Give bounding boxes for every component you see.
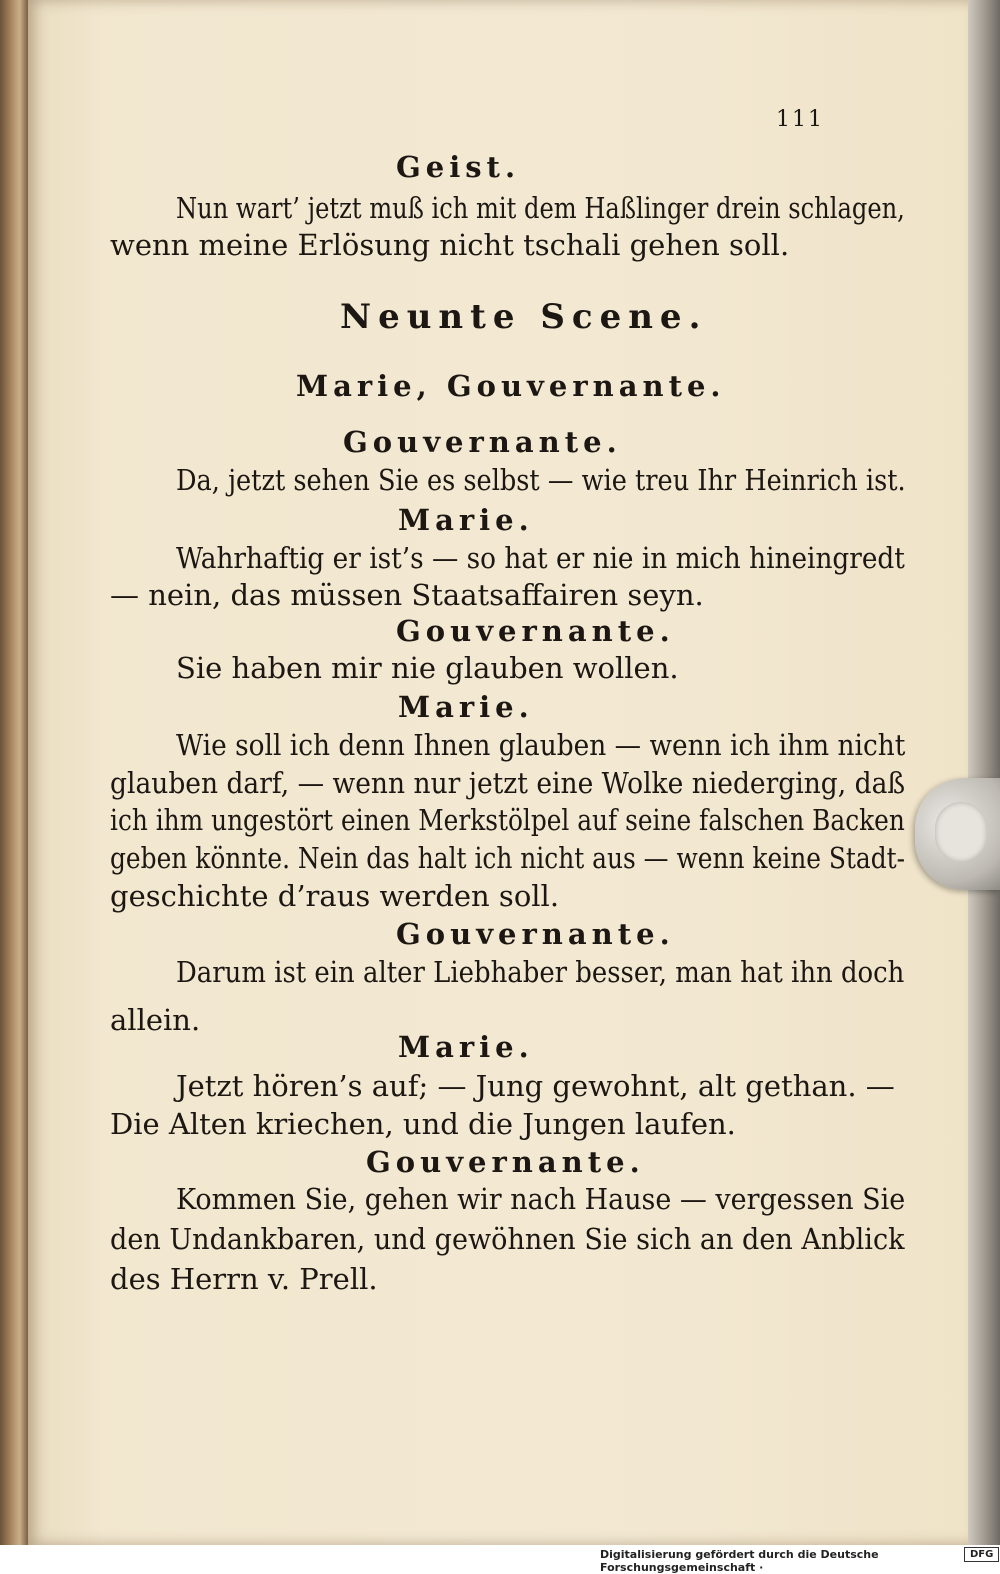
footer-bar <box>0 1545 1000 1574</box>
dfg-logo: DFG <box>964 1547 999 1562</box>
cast-list: Marie, Gouvernante. <box>296 369 726 403</box>
text-line: Jetzt hören’s auf; — Jung gewohnt, alt gethan. — <box>176 1069 895 1103</box>
text-line: Da, jetzt sehen Sie es selbst — wie treu Ihr Heinrich ist. <box>176 463 906 497</box>
footer-text: Digitalisierung gefördert durch die Deutsche Forschungsgemeinschaft · <box>600 1548 879 1574</box>
text-line: — nein, das müssen Staatsaffairen seyn. <box>110 578 704 612</box>
speaker-gouvernante: Gouvernante. <box>343 425 622 459</box>
text-line: Nun wart’ jetzt muß ich mit dem Haßlinger drein schlagen, <box>176 191 905 225</box>
text-line: den Undankbaren, und gewöhnen Sie sich an den Anblick <box>110 1222 905 1256</box>
text-line: Sie haben mir nie glauben wollen. <box>176 651 679 685</box>
text-line: allein. <box>110 1003 201 1037</box>
text-line: wenn meine Erlösung nicht tschali gehen soll. <box>110 228 790 262</box>
speaker-gouvernante: Gouvernante. <box>396 614 675 648</box>
page-number: 111 <box>776 107 824 132</box>
text-line: Die Alten kriechen, und die Jungen laufen. <box>110 1107 736 1141</box>
scene-heading: Neunte Scene. <box>340 297 708 337</box>
text-line: geschichte d’raus werden soll. <box>110 879 560 913</box>
speaker-geist: Geist. <box>396 150 521 184</box>
speaker-marie: Marie. <box>398 690 534 724</box>
speaker-marie: Marie. <box>398 1030 534 1064</box>
text-line: Kommen Sie, gehen wir nach Hause — vergessen Sie <box>176 1182 906 1216</box>
text-line: ich ihm ungestört einen Merkstölpel auf seine falschen Backen <box>110 803 905 837</box>
speaker-marie: Marie. <box>398 503 534 537</box>
text-line: geben könnte. Nein das halt ich nicht aus — wenn keine Stadt- <box>110 841 906 875</box>
speaker-gouvernante: Gouvernante. <box>366 1145 645 1179</box>
text-line: Wahrhaftig er ist’s — so hat er nie in mich hineingredt <box>176 541 905 575</box>
speaker-gouvernante: Gouvernante. <box>396 917 675 951</box>
text-line: des Herrn v. Prell. <box>110 1262 378 1296</box>
text-line: Wie soll ich denn Ihnen glauben — wenn ich ihm nicht <box>176 728 906 762</box>
text-line: Darum ist ein alter Liebhaber besser, man hat ihn doch <box>176 955 905 989</box>
text-line: glauben darf, — wenn nur jetzt eine Wolke niederging, daß <box>110 766 906 800</box>
